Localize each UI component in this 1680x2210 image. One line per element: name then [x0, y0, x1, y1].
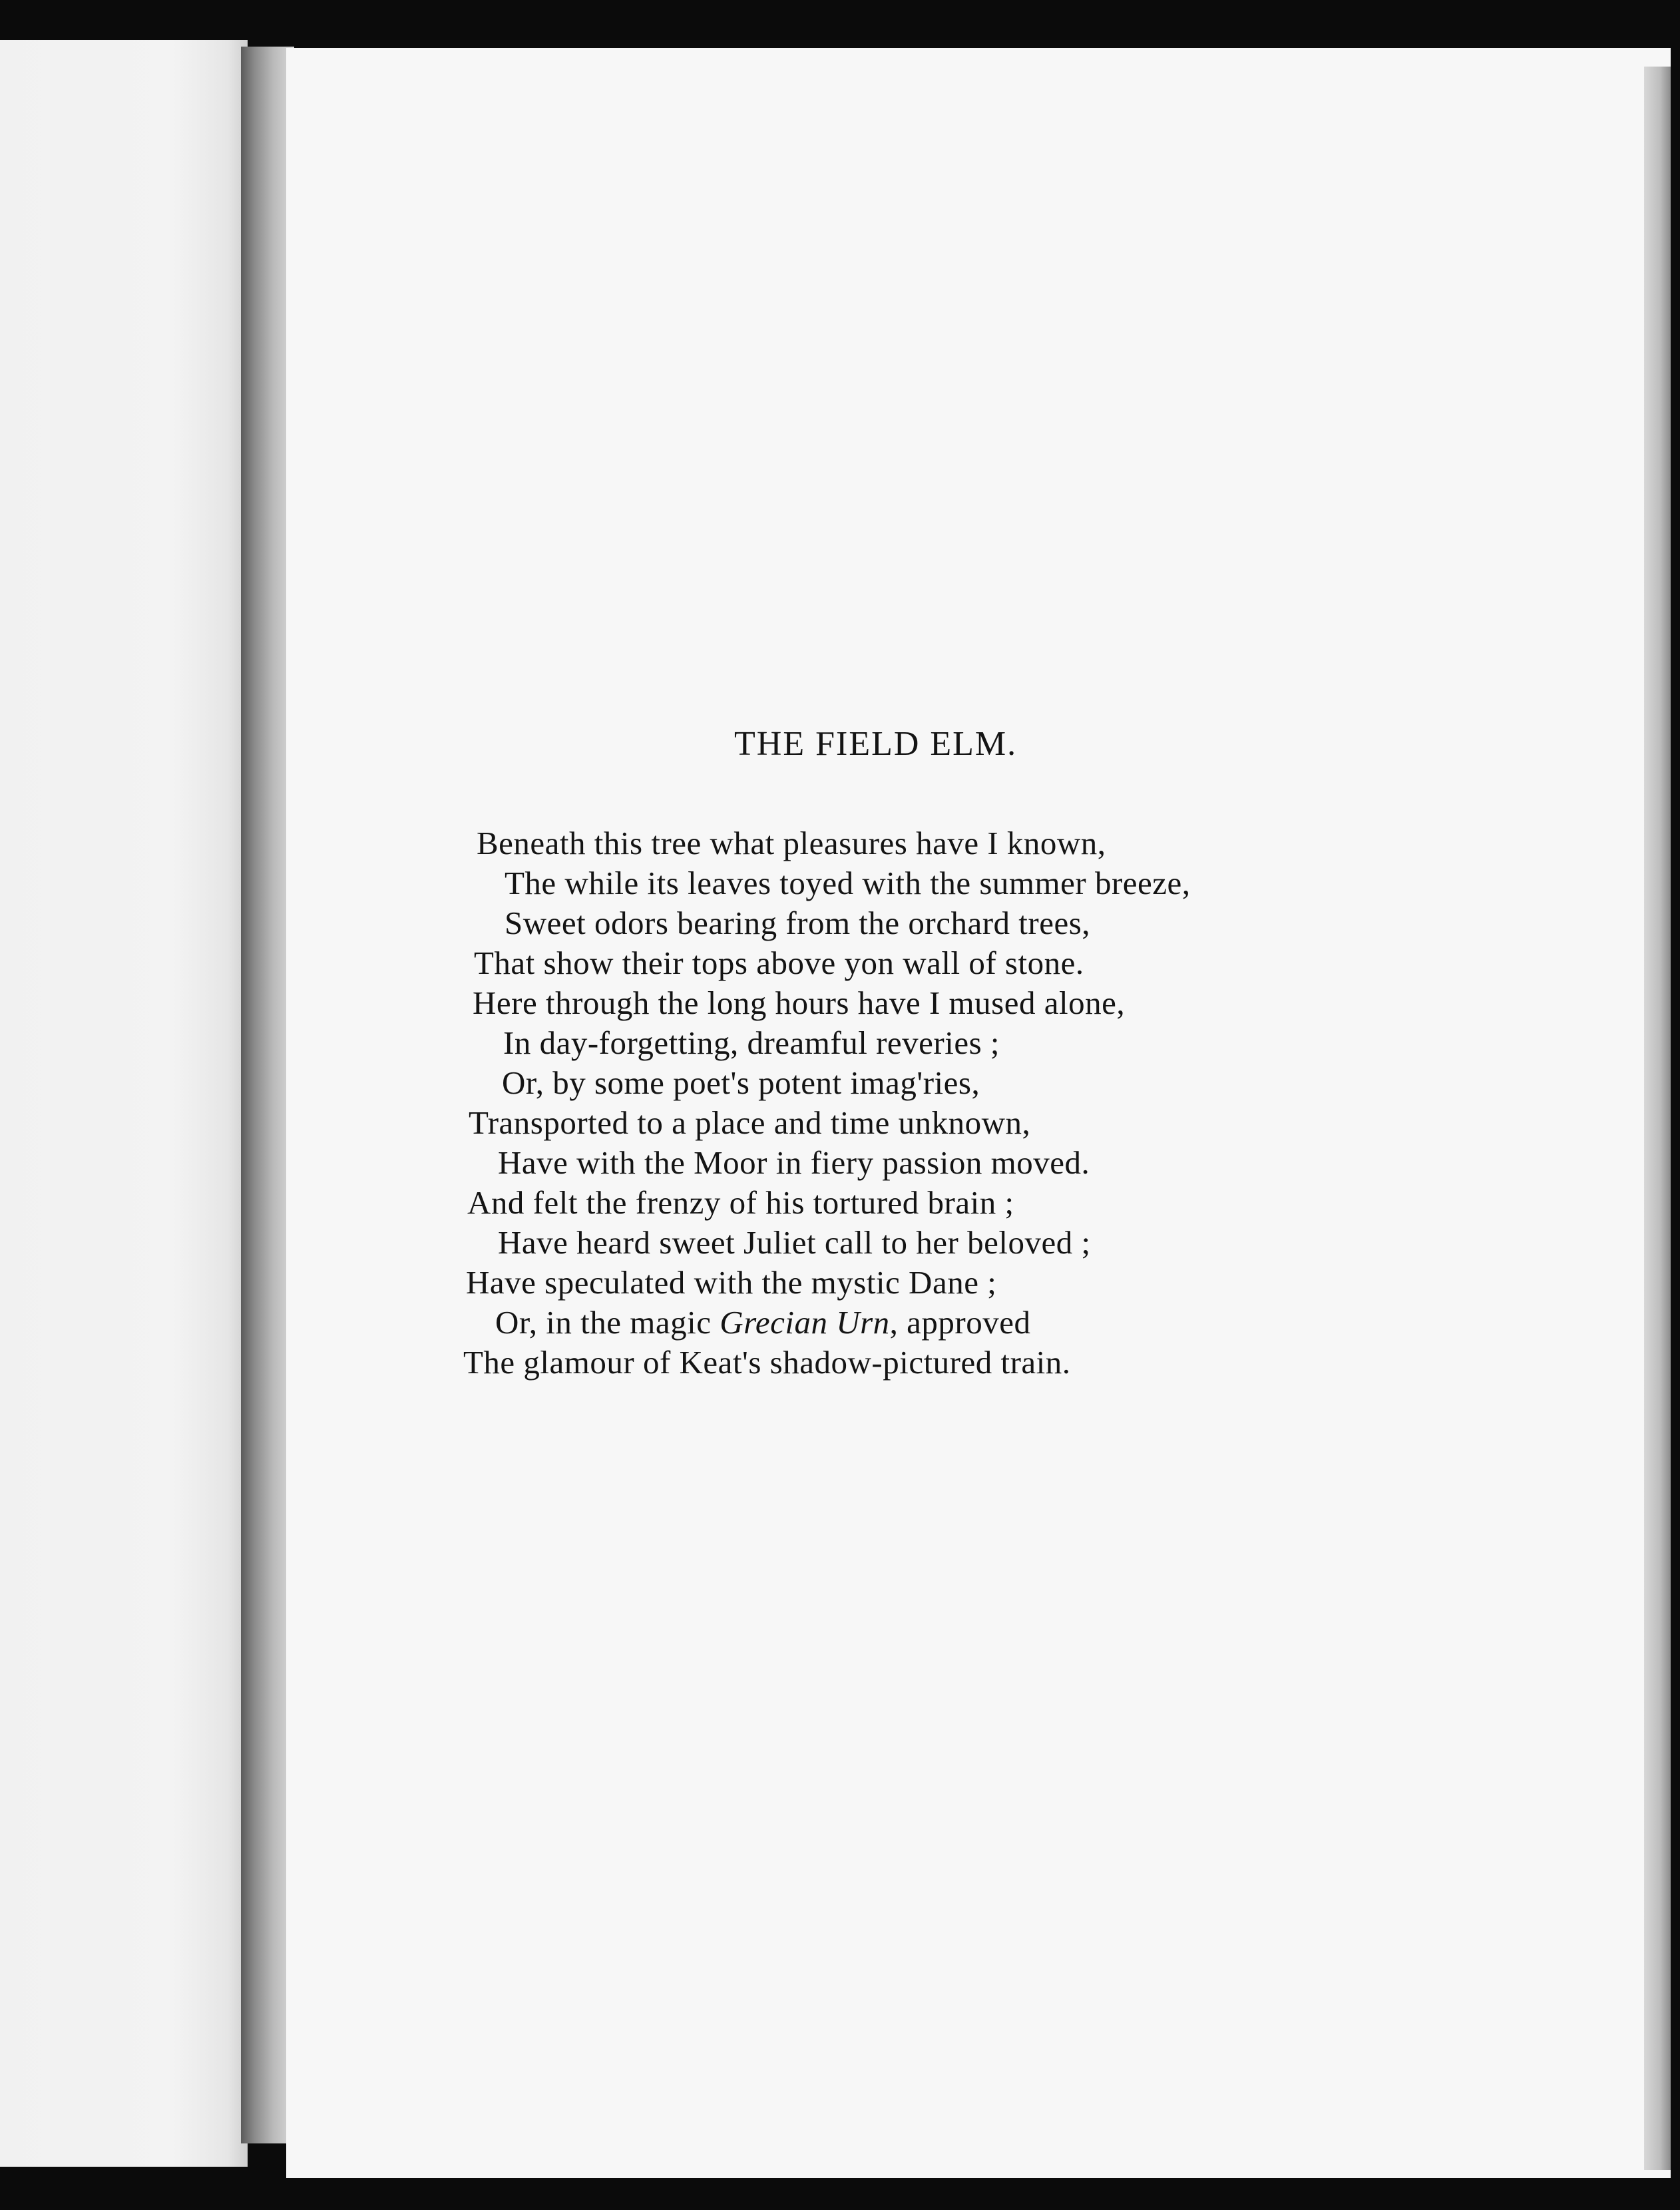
- poem-line: Here through the long hours have I mused alone,: [473, 985, 1126, 1021]
- poem-line: In day-forgetting, dreamful reveries ;: [503, 1024, 1000, 1061]
- poem-line: Have speculated with the mystic Dane ;: [466, 1264, 997, 1301]
- poem-line: Sweet odors bearing from the orchard trees,: [505, 905, 1091, 941]
- poem-line: The glamour of Keat's shadow-pictured train.: [463, 1344, 1071, 1381]
- poem-line: Beneath this tree what pleasures have I known,: [477, 825, 1106, 861]
- poem-line: The while its leaves toyed with the summer breeze,: [505, 865, 1191, 901]
- poem-line: Have heard sweet Juliet call to her beloved ;: [498, 1224, 1091, 1261]
- poem-line: Transported to a place and time unknown,: [469, 1104, 1031, 1141]
- poem-line: [495, 1303, 1030, 1341]
- grecian-urn-italic: Grecian Urn: [720, 1304, 890, 1341]
- poem-title: THE FIELD ELM.: [734, 725, 1018, 763]
- poem-line-part: , approved: [889, 1304, 1031, 1341]
- poem-line-part: Or, in the magic: [495, 1304, 720, 1341]
- poem-line: Or, by some poet's potent imag'ries,: [502, 1064, 980, 1101]
- poem-line: That show their tops above yon wall of stone.: [474, 945, 1084, 981]
- poem-line: Have with the Moor in fiery passion moved.: [498, 1144, 1090, 1181]
- poem-line: And felt the frenzy of his tortured brain ;: [467, 1184, 1014, 1221]
